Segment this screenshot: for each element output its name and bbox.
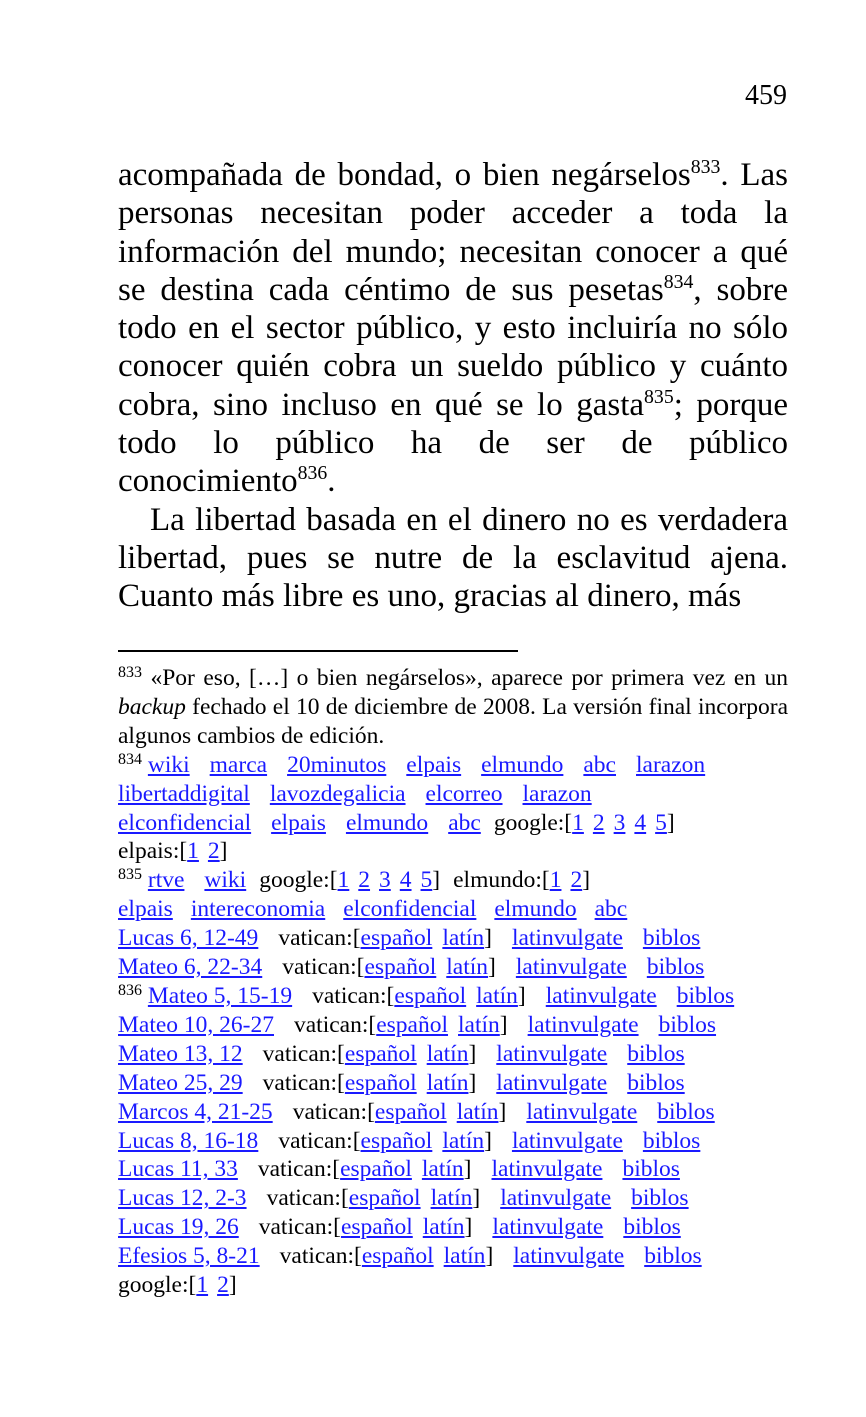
link-elmundo[interactable]: elmundo — [494, 896, 577, 923]
verse-link[interactable]: Mateo 13, 12 — [118, 1040, 243, 1067]
footnote-835-line-2 — [118, 895, 788, 924]
link-rtve[interactable]: rtve — [147, 867, 185, 894]
link-3[interactable]: 3 — [379, 867, 391, 894]
footnote-number: 833 — [118, 664, 142, 681]
footnote-divider — [118, 650, 518, 652]
footnote-836-google: google:[1 2] — [118, 1272, 237, 1299]
paragraph-2: La libertad basada en el dinero no es verdadera libertad, pues se nutre de la esclavitud ajena. Cuanto más libre es uno, gracias al dinero, más — [118, 501, 788, 615]
link-larazon[interactable]: larazon — [636, 751, 706, 778]
link-20minutos[interactable]: 20minutos — [287, 751, 387, 778]
link-4[interactable]: 4 — [399, 867, 412, 894]
link-elmundo[interactable]: elmundo — [481, 751, 564, 778]
verse-link[interactable]: Lucas 12, 2-3 — [118, 1185, 247, 1212]
link-1[interactable]: 1 — [337, 867, 350, 894]
verse-link[interactable]: Mateo 10, 26-27 — [118, 1011, 274, 1038]
biblos-link[interactable]: biblos — [631, 1185, 689, 1212]
link-5[interactable]: 5 — [655, 809, 667, 836]
link-wiki[interactable]: wiki — [147, 751, 190, 778]
biblos-link[interactable]: biblos — [627, 1040, 685, 1067]
vatican-espanol-link[interactable]: español — [361, 1243, 434, 1270]
link-elpais[interactable]: elpais — [118, 896, 173, 923]
biblos-link[interactable]: biblos — [644, 1243, 702, 1270]
link-wiki[interactable]: wiki — [204, 867, 247, 894]
link-marca[interactable]: marca — [209, 751, 268, 778]
vatican-latin-link[interactable]: latín — [426, 1069, 469, 1096]
link-lavozdegalicia[interactable]: lavozdegalicia — [269, 780, 406, 807]
footnote-ref-833[interactable]: 833 — [690, 156, 721, 178]
verse-link[interactable]: Mateo 5, 15-19 — [147, 982, 293, 1009]
biblos-link[interactable]: biblos — [657, 1098, 715, 1125]
link-elconfidencial[interactable]: elconfidencial — [343, 896, 477, 923]
vatican-espanol-link[interactable]: español — [340, 1156, 412, 1183]
link-1[interactable]: 1 — [196, 1272, 209, 1299]
vatican-espanol-link[interactable]: español — [360, 925, 433, 952]
biblos-link[interactable]: biblos — [676, 982, 735, 1009]
vatican-espanol-link[interactable]: español — [376, 1011, 449, 1038]
footnote-835-verses — [118, 924, 788, 982]
latinvulgate-link[interactable]: latinvulgate — [511, 1127, 623, 1154]
link-2[interactable]: 2 — [592, 809, 605, 836]
link-elpais[interactable]: elpais — [271, 809, 326, 836]
vatican-latin-link[interactable]: latín — [458, 1011, 500, 1038]
latinvulgate-link[interactable]: latinvulgate — [496, 1040, 608, 1067]
verse-line: $^{836}$ Mateo 5, 15-19 vatican:[español latín] latinvulgate biblos — [118, 981, 735, 1009]
link-2[interactable]: 2 — [217, 1272, 229, 1299]
verse-link[interactable]: Lucas 8, 16-18 — [118, 1127, 259, 1154]
biblos-link[interactable]: biblos — [622, 1156, 680, 1183]
verse-line: Mateo 25, 29 vatican:[español latín] latinvulgate biblos — [118, 1069, 685, 1096]
link-abc[interactable]: abc — [594, 896, 628, 923]
verse-link[interactable]: Mateo 25, 29 — [118, 1069, 243, 1096]
verse-link[interactable]: Marcos 4, 21-25 — [118, 1098, 273, 1125]
footnote-834-line-1 — [118, 751, 788, 780]
verse-line: Efesios 5, 8-21 vatican:[español latín] latinvulgate biblos — [118, 1243, 702, 1270]
biblos-link[interactable]: biblos — [627, 1069, 685, 1096]
vatican-espanol-link[interactable]: español — [364, 954, 437, 981]
body-text — [118, 156, 788, 616]
link-2[interactable]: 2 — [570, 867, 583, 894]
link-intereconomia[interactable]: intereconomia — [190, 896, 326, 923]
latinvulgate-link[interactable]: latinvulgate — [513, 1243, 625, 1270]
link-3[interactable]: 3 — [613, 809, 626, 836]
vatican-latin-link[interactable]: latín — [422, 1214, 465, 1241]
vatican-espanol-link[interactable]: español — [344, 1040, 417, 1067]
vatican-latin-link[interactable]: latín — [442, 925, 485, 952]
vatican-espanol-link[interactable]: español — [348, 1185, 421, 1212]
footnote-number: 836 — [118, 981, 142, 999]
verse-link[interactable]: Efesios 5, 8-21 — [118, 1243, 260, 1270]
verse-link[interactable]: Lucas 19, 26 — [118, 1214, 239, 1241]
latinvulgate-link[interactable]: latinvulgate — [545, 982, 657, 1009]
latinvulgate-link[interactable]: latinvulgate — [491, 1156, 603, 1183]
link-larazon[interactable]: larazon — [522, 780, 592, 807]
link-1[interactable]: 1 — [572, 809, 584, 836]
vatican-latin-link[interactable]: latín — [456, 1098, 499, 1125]
footnote-834-line-4: elpais:[1 2] — [118, 838, 228, 865]
verse-line: Mateo 13, 12 vatican:[español latín] latinvulgate biblos — [118, 1040, 685, 1067]
footnote-833: $^{833}$ «Por eso, […] o bien negárselos», aparece por primera vez en un backup fechado el 10 de diciembre de 2008. La versión final incorpora algunos cambios de edición. — [118, 664, 788, 749]
verse-line: Lucas 6, 12-49 vatican:[español latín] latinvulgate biblos — [118, 925, 701, 952]
verse-link[interactable]: Lucas 6, 12-49 — [118, 925, 259, 952]
footnote-ref-835[interactable]: 835 — [644, 385, 674, 408]
link-1[interactable]: 1 — [549, 867, 562, 894]
footnotes — [118, 664, 788, 1300]
link-libertaddigital[interactable]: libertaddigital — [118, 780, 250, 807]
biblos-link[interactable]: biblos — [642, 925, 701, 952]
verse-line: Lucas 11, 33 vatican:[español latín] latinvulgate biblos — [118, 1156, 680, 1183]
footnote-835-line-1: $^{835}$ rtve wiki google:[1 2 3 4 5] elmundo:[1 2] — [118, 866, 591, 894]
page-number: 459 — [745, 80, 787, 111]
verse-line: Lucas 8, 16-18 vatican:[español latín] latinvulgate biblos — [118, 1127, 701, 1154]
vatican-espanol-link[interactable]: español — [340, 1214, 413, 1241]
vatican-latin-link[interactable]: latín — [421, 1156, 464, 1183]
footnote-ref-836[interactable]: 836 — [297, 462, 328, 485]
footnote-number: 835 — [118, 866, 142, 884]
biblos-link[interactable]: biblos — [642, 1127, 701, 1154]
link-2[interactable]: 2 — [358, 867, 371, 894]
vatican-latin-link[interactable]: latín — [426, 1040, 469, 1067]
vatican-latin-link[interactable]: latín — [476, 982, 518, 1009]
latinvulgate-link[interactable]: latinvulgate — [496, 1069, 608, 1096]
biblos-link[interactable]: biblos — [646, 954, 705, 981]
vatican-espanol-link[interactable]: español — [344, 1069, 417, 1096]
link-1[interactable]: 1 — [187, 838, 199, 865]
latinvulgate-link[interactable]: latinvulgate — [511, 925, 623, 952]
vatican-espanol-link[interactable]: español — [360, 1127, 433, 1154]
footnote-ref-834[interactable]: 834 — [663, 270, 694, 293]
footnote-834-line-3: elconfidencial elpais elmundo abc google:[1 2 3 4 5] — [118, 809, 675, 836]
vatican-latin-link[interactable]: latín — [430, 1185, 473, 1212]
link-abc[interactable]: abc — [583, 751, 616, 778]
verse-line: Mateo 6, 22-34 vatican:[español latín] latinvulgate biblos — [118, 954, 705, 981]
footnote-number: 834 — [118, 750, 142, 768]
verse-line: Mateo 10, 26-27 vatican:[español latín] latinvulgate biblos — [118, 1011, 717, 1038]
verse-link[interactable]: Lucas 11, 33 — [118, 1156, 238, 1183]
footnote-836-verses — [118, 982, 788, 1271]
link-elpais[interactable]: elpais — [406, 751, 462, 778]
paragraph-1: acompañada de bondad, o bien negárselos$^{833}$. Las personas necesitan poder acceder a toda la información del mundo; necesitan conocer a qué se destina cada céntimo de sus pesetas$^{834}$, sobre todo en el sector público, y esto incluiría no sólo conocer quién cobra un sueldo público y cuánto cobra, sino incluso en qué se lo gasta$^{835}$; porque todo lo público ha de ser de público conocimiento$^{836}$. — [118, 156, 789, 500]
vatican-latin-link[interactable]: latín — [443, 1243, 486, 1270]
vatican-latin-link[interactable]: latín — [442, 1127, 485, 1154]
vatican-espanol-link[interactable]: español — [374, 1098, 447, 1125]
biblos-link[interactable]: biblos — [623, 1214, 681, 1241]
link-elmundo[interactable]: elmundo — [345, 809, 429, 836]
link-elcorreo[interactable]: elcorreo — [425, 780, 503, 807]
verse-line: Marcos 4, 21-25 vatican:[español latín] latinvulgate biblos — [118, 1098, 715, 1125]
latinvulgate-link[interactable]: latinvulgate — [526, 1098, 638, 1125]
latinvulgate-link[interactable]: latinvulgate — [492, 1214, 604, 1241]
link-2[interactable]: 2 — [207, 838, 220, 865]
latinvulgate-link[interactable]: latinvulgate — [527, 1011, 639, 1038]
link-abc[interactable]: abc — [448, 809, 481, 836]
latinvulgate-link[interactable]: latinvulgate — [500, 1185, 612, 1212]
verse-line: Lucas 19, 26 vatican:[español latín] latinvulgate biblos — [118, 1214, 681, 1241]
latinvulgate-link[interactable]: latinvulgate — [515, 954, 627, 981]
link-elconfidencial[interactable]: elconfidencial — [118, 809, 252, 836]
verse-line: Lucas 12, 2-3 vatican:[español latín] latinvulgate biblos — [118, 1185, 689, 1212]
verse-link[interactable]: Mateo 6, 22-34 — [118, 954, 263, 981]
vatican-espanol-link[interactable]: español — [394, 982, 467, 1009]
link-4[interactable]: 4 — [634, 809, 647, 836]
footnote-834-line-2 — [118, 780, 788, 809]
link-5[interactable]: 5 — [420, 867, 433, 894]
biblos-link[interactable]: biblos — [658, 1011, 717, 1038]
vatican-latin-link[interactable]: latín — [446, 954, 489, 981]
